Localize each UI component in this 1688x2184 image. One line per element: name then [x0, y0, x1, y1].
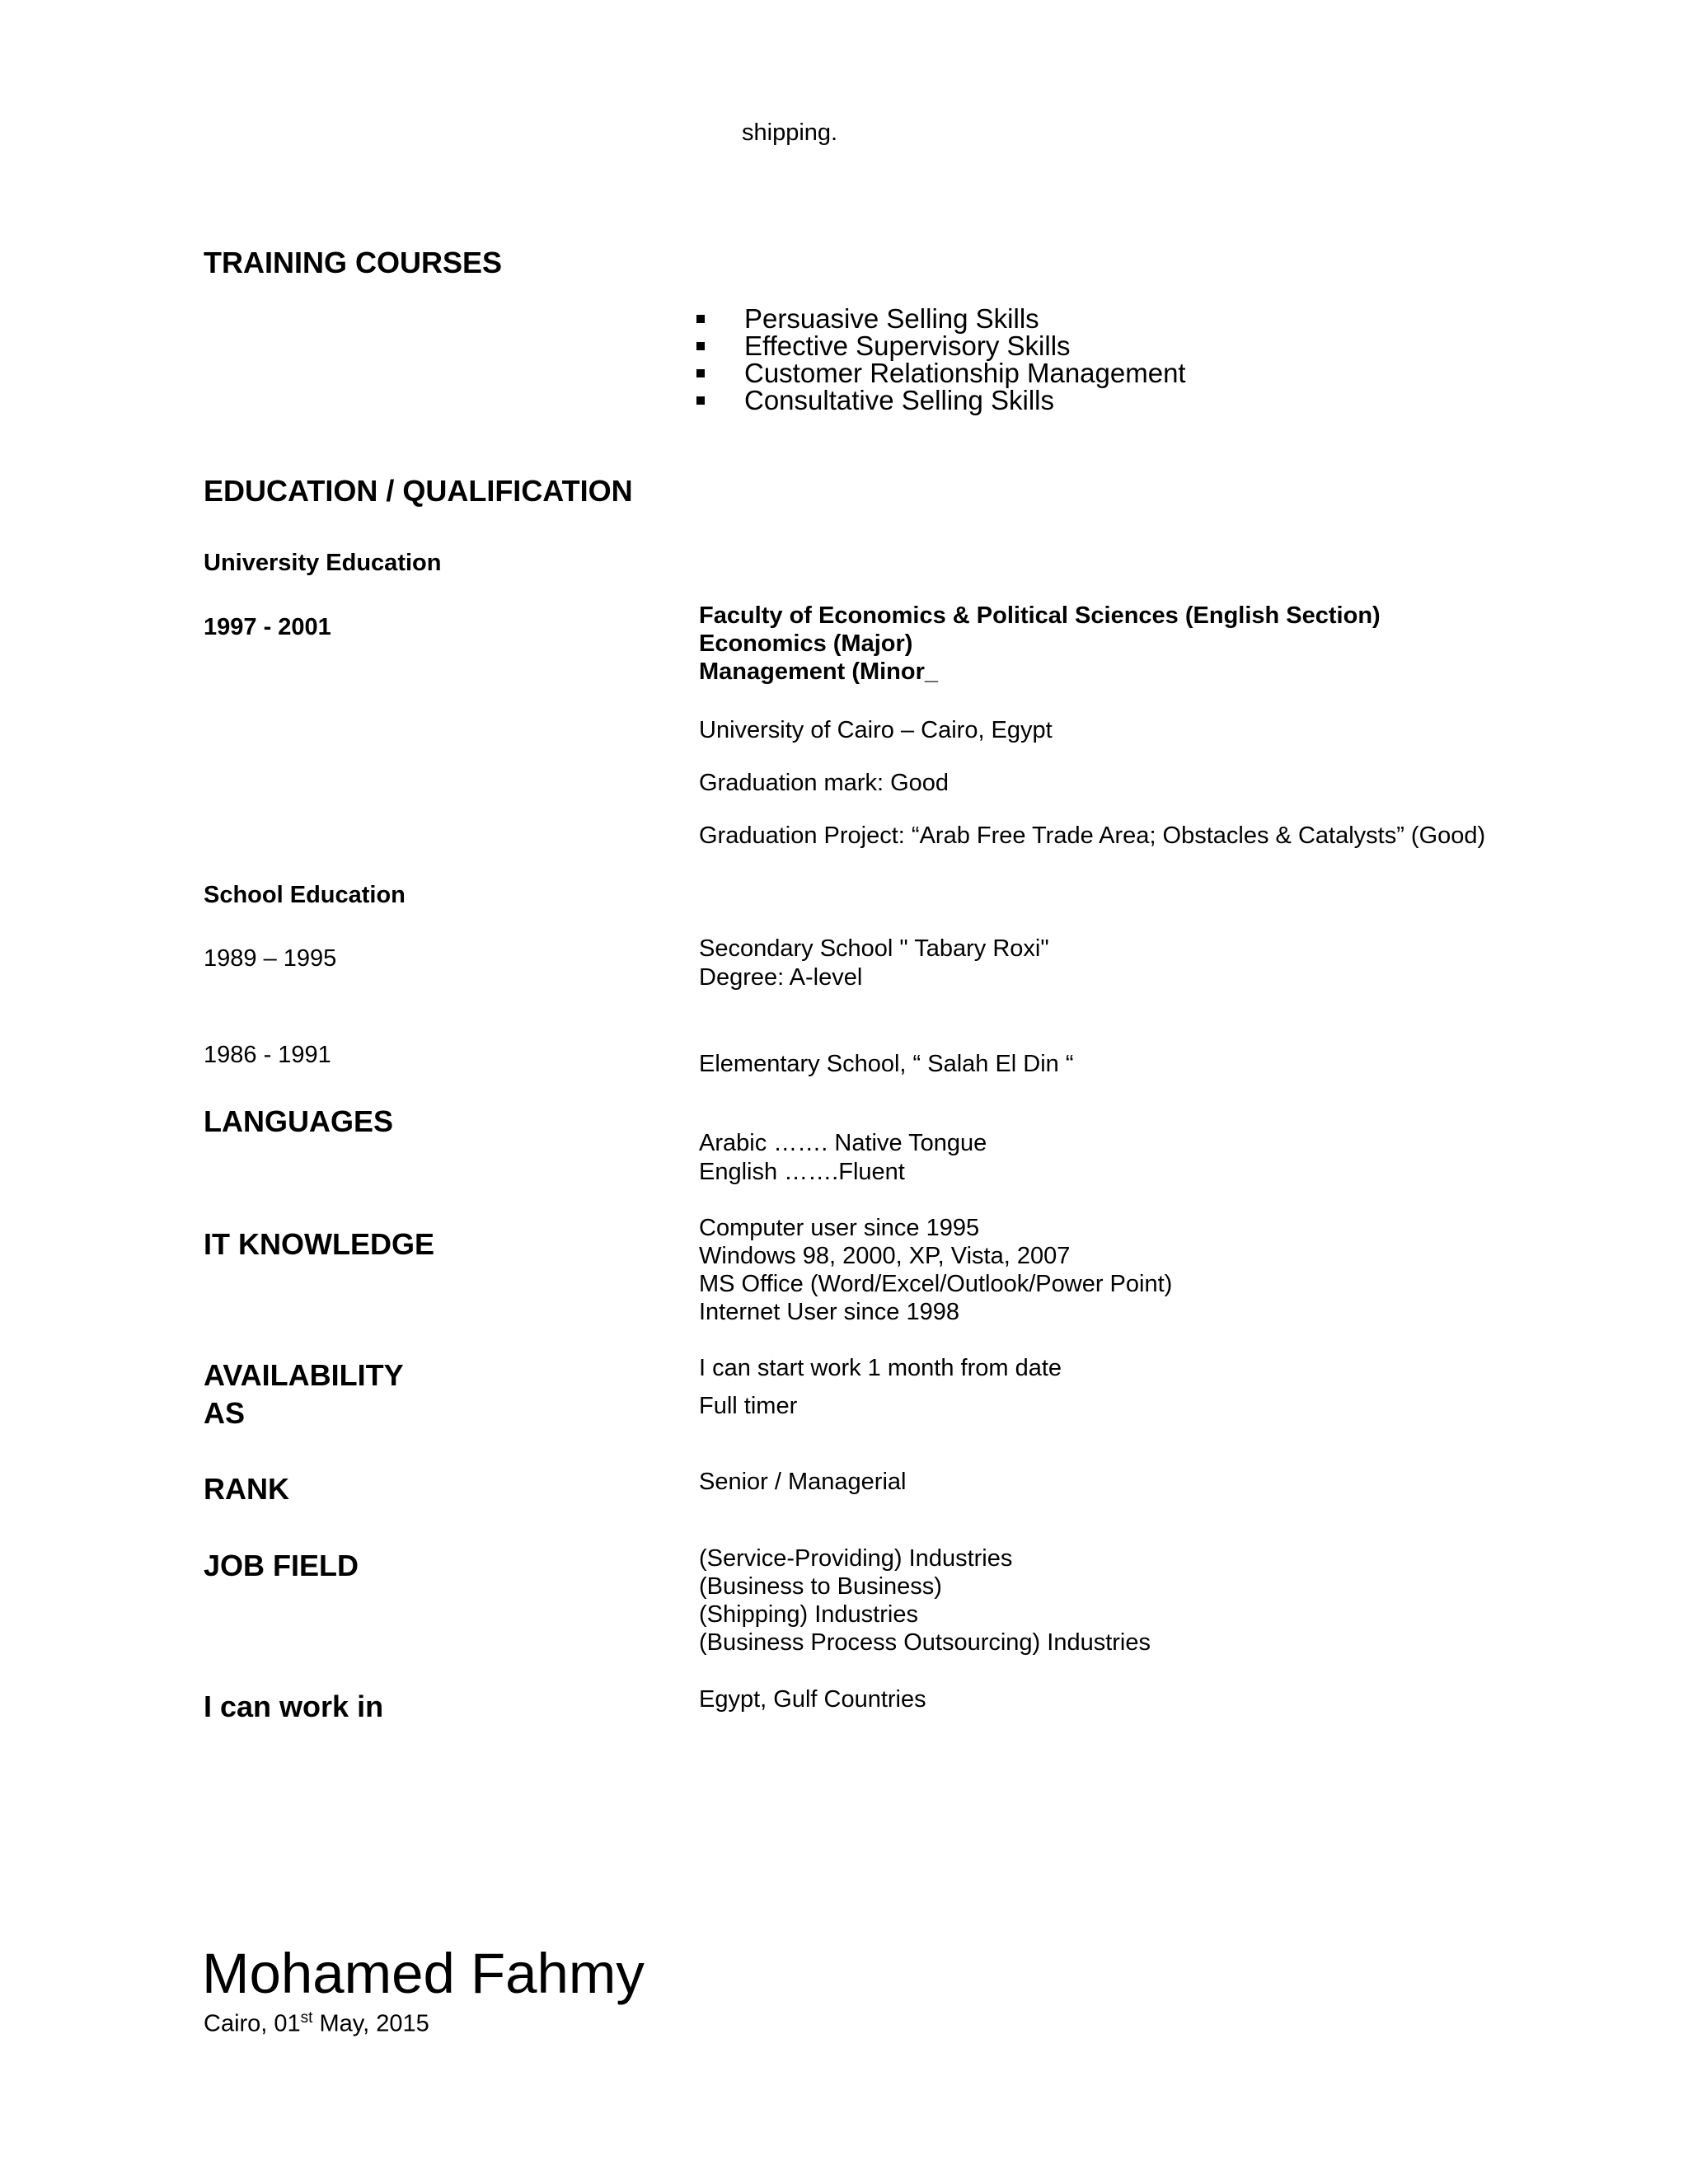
job-field-list — [699, 1544, 1151, 1657]
list-item: Consultative Selling Skills — [696, 387, 1186, 414]
education-heading: EDUCATION / QUALIFICATION — [204, 474, 633, 508]
list-item: (Business Process Outsourcing) Industries — [699, 1629, 1151, 1656]
training-courses-heading: TRAINING COURSES — [204, 246, 503, 279]
university-years: 1997 - 2001 — [204, 614, 331, 640]
languages-heading: LANGUAGES — [204, 1104, 394, 1138]
secondary-degree: Degree: A-level — [699, 964, 863, 991]
list-item: Internet User since 1998 — [699, 1299, 959, 1325]
list-item: Windows 98, 2000, XP, Vista, 2007 — [699, 1243, 1071, 1269]
university-education-label: University Education — [204, 550, 442, 576]
rank-value: Senior / Managerial — [699, 1469, 907, 1495]
elementary-school-name: Elementary School, “ Salah El Din “ — [699, 1051, 1074, 1077]
list-item: Customer Relationship Management — [696, 359, 1186, 387]
job-field-heading: JOB FIELD — [204, 1549, 359, 1582]
university-degree-block — [699, 602, 1381, 686]
training-courses-list — [696, 305, 1186, 414]
list-item: (Shipping) Industries — [699, 1601, 918, 1628]
signature-date: Cairo, 01st May, 2015 — [204, 2009, 429, 2037]
major: Economics (Major) — [699, 630, 913, 657]
list-item: MS Office (Word/Excel/Outlook/Power Point) — [699, 1271, 1173, 1297]
faculty-name: Faculty of Economics & Political Sciences (English Section) — [699, 602, 1381, 629]
elementary-years: 1986 - 1991 — [204, 1042, 331, 1068]
language-arabic: Arabic ……. Native Tongue — [699, 1130, 987, 1156]
list-item: Persuasive Selling Skills — [696, 305, 1186, 332]
as-value: Full timer — [699, 1393, 798, 1419]
list-item: Effective Supervisory Skills — [696, 332, 1186, 359]
as-heading: AS — [204, 1396, 246, 1430]
shipping-fragment: shipping. — [742, 120, 838, 146]
minor: Management (Minor_ — [699, 658, 939, 685]
secondary-school-name: Secondary School " Tabary Roxi" — [699, 935, 1049, 962]
work-in-value: Egypt, Gulf Countries — [699, 1686, 926, 1713]
signature-name: Mohamed Fahmy — [202, 1942, 645, 2005]
bullet-square-icon — [696, 315, 705, 323]
university-place: University of Cairo – Cairo, Egypt — [699, 717, 1053, 743]
it-knowledge-heading: IT KNOWLEDGE — [204, 1227, 434, 1261]
availability-value: I can start work 1 month from date — [699, 1355, 1062, 1381]
bullet-square-icon — [696, 396, 705, 405]
bullet-square-icon — [696, 342, 705, 350]
it-knowledge-list — [699, 1214, 1172, 1326]
languages-list — [699, 1129, 987, 1187]
work-in-heading: I can work in — [204, 1690, 384, 1723]
language-english: English …….Fluent — [699, 1159, 905, 1185]
graduation-project: Graduation Project: “Arab Free Trade Area; Obstacles & Catalysts” (Good) — [699, 823, 1486, 849]
list-item: (Service-Providing) Industries — [699, 1545, 1013, 1572]
graduation-mark: Graduation mark: Good — [699, 770, 950, 796]
bullet-square-icon — [696, 369, 705, 377]
availability-heading: AVAILABILITY — [204, 1358, 404, 1392]
rank-heading: RANK — [204, 1472, 289, 1506]
school-education-label: School Education — [204, 882, 406, 908]
list-item: Computer user since 1995 — [699, 1215, 980, 1241]
list-item: (Business to Business) — [699, 1573, 942, 1600]
secondary-years: 1989 – 1995 — [204, 945, 337, 972]
secondary-school-block — [699, 935, 1049, 992]
